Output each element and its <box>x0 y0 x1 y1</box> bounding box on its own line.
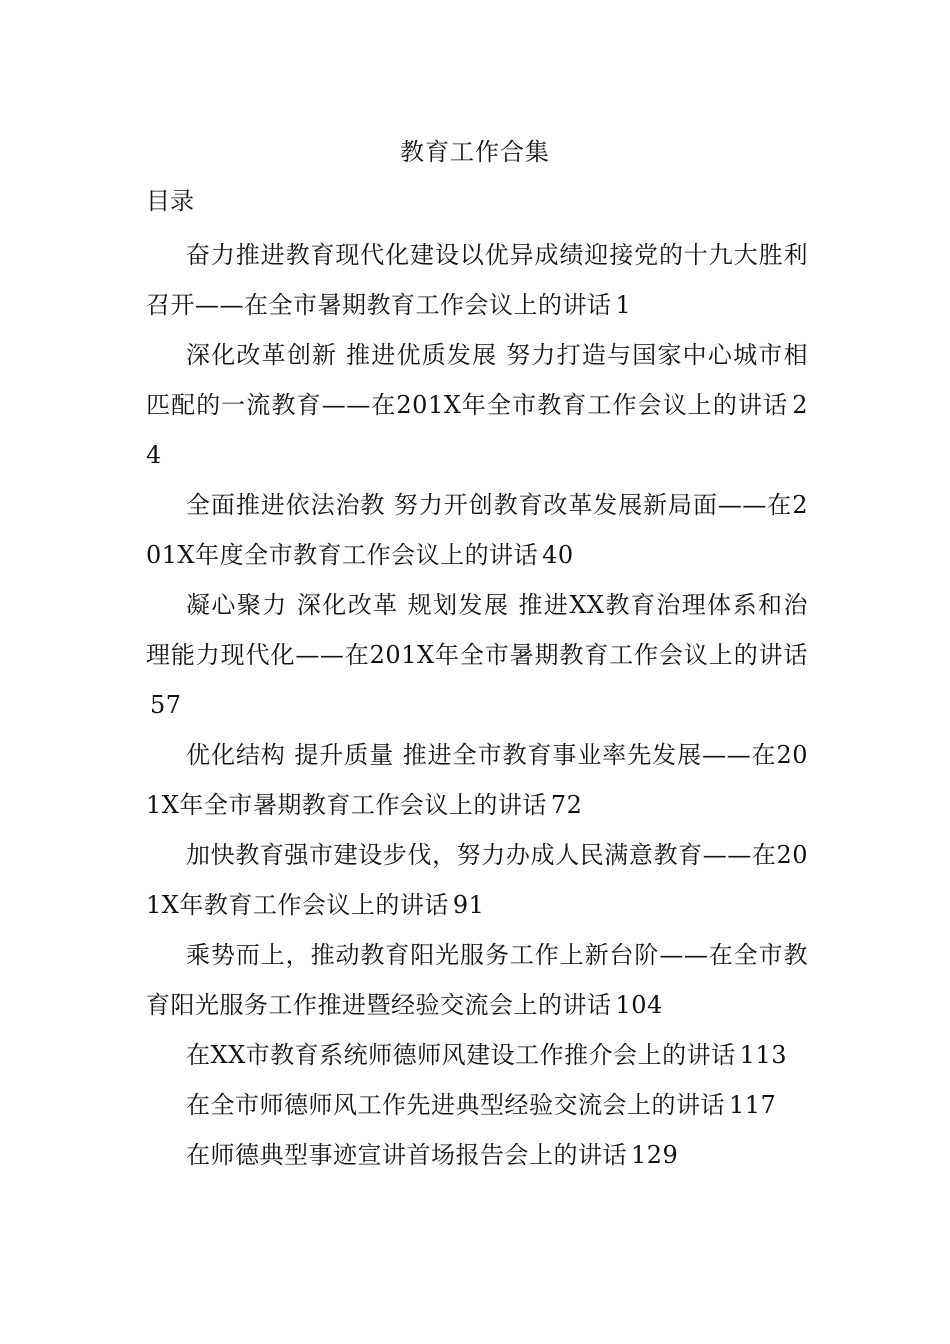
toc-entry-page: 117 <box>729 1091 777 1119</box>
toc-entry-page: 57 <box>150 691 182 719</box>
toc-entry-page: 129 <box>631 1141 679 1169</box>
toc-entry-page: 40 <box>542 541 574 569</box>
toc-entry-page: 113 <box>739 1041 787 1069</box>
toc-entry[interactable] <box>146 330 808 480</box>
toc-entry-title: 深化改革创新 推进优质发展 努力打造与国家中心城市相匹配的一流教育——在201X年全市教育工作会议上的讲话 <box>146 341 808 419</box>
toc-entry-title: 奋力推进教育现代化建设以优异成绩迎接党的十九大胜利召开——在全市暑期教育工作会议上的讲话 <box>146 241 808 319</box>
toc-entry-page: 91 <box>452 891 485 919</box>
toc-entry-title: 全面推进依法治教 努力开创教育改革发展新局面——在201X年度全市教育工作会议上的讲话 <box>146 491 808 569</box>
toc-entry-title: 优化结构 提升质量 推进全市教育事业率先发展——在201X年全市暑期教育工作会议上的讲话 <box>146 741 808 819</box>
toc-heading: 目录 <box>146 187 194 215</box>
toc-entry-title: 加快教育强市建设步伐，努力办成人民满意教育——在201X年教育工作会议上的讲话 <box>146 841 808 919</box>
toc-entry-title: 在全市师德师风工作先进典型经验交流会上的讲话 <box>186 1091 725 1119</box>
toc-entry[interactable] <box>146 730 808 830</box>
toc-entry[interactable] <box>146 1080 808 1130</box>
toc-entry-page: 24 <box>146 391 808 469</box>
toc-entry-page: 104 <box>615 991 663 1019</box>
toc-entry-page: 1 <box>615 291 632 319</box>
toc-entry[interactable] <box>146 480 808 580</box>
toc-entry-title: 在师德典型事迹宣讲首场报告会上的讲话 <box>186 1141 627 1169</box>
toc-entry-title: 在XX市教育系统师德师风建设工作推介会上的讲话 <box>186 1041 736 1069</box>
toc-entry[interactable] <box>146 1030 808 1080</box>
toc-list <box>146 230 808 1180</box>
toc-entry[interactable] <box>146 230 808 330</box>
document-title: 教育工作合集 <box>400 138 550 166</box>
toc-entry-page: 72 <box>550 791 583 819</box>
toc-entry[interactable] <box>146 830 808 930</box>
toc-entry-title: 乘势而上，推动教育阳光服务工作上新台阶——在全市教育阳光服务工作推进暨经验交流会上的讲话 <box>146 941 808 1019</box>
toc-entry[interactable] <box>146 930 808 1030</box>
toc-entry-title: 凝心聚力 深化改革 规划发展 推进XX教育治理体系和治理能力现代化——在201X年全市暑期教育工作会议上的讲话 <box>146 591 808 669</box>
toc-entry[interactable] <box>146 1130 808 1180</box>
toc-entry[interactable] <box>146 580 808 730</box>
